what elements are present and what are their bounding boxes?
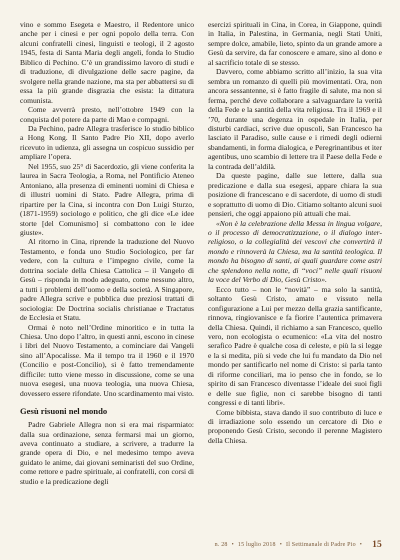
paragraph: Davvero, come abbiamo scritto all’inizio, la sua vita sembra un romanzo di quelli più movimentati. Ora, non ancora sessantenne, si è fatto fragile di salute, ma non si ferma, perché deve collaborare a salvaguardare la verità della Fede e la santità della vita religiosa. Tra il 1969 e il ’70, durante una degenza in ospedale in Italia, per disturbi cardiaci, scrive due opuscoli, San Francesco ha lasciato il Paradiso, sulle cause e i rimedi degli odierni sbandamenti, in forma dialogica, e Peregrinantibus et iter agentibus, uno scambio di lettere tra il Paese della Fede e la contrada dell’aldilà. bbox=[208, 67, 382, 171]
paragraph: esercizi spirituali in Cina, in Corea, in Giappone, quindi in Italia, in Palestina, in Germania, negli Stati Uniti, sempre dolce, amabile, lieto, spinto da un grande amore a Gesù da servire, da far conoscere e amare, sino al dono e al sacrificio totale di se stesso. bbox=[208, 20, 382, 67]
text-columns bbox=[20, 20, 382, 528]
paragraph: Padre Gabriele Allegra non si era mai risparmiato: dalla sua ordinazione, senza fermarsi mai un giorno, aveva continuato a studiare, a scrivere, a tradurre la grande opera di Dio, e nel medesimo tempo aveva guidato le anime, dai giovani seminaristi del suo Ordine, come rettore e padre spirituale, ai confratelli, con corsi di studio e la predicazione degli bbox=[20, 420, 194, 486]
paragraph: Nel 1955, suo 25° di Sacerdozio, gli viene conferita la laurea in Sacra Teologia, a Roma, nel Pontificio Ateneo Antoniano, alla presenza di eminenti uomini di Chiesa e di illustri uomini di Stato. Padre Allegra, prima di ripartire per la Cina, si incontra con Don Luigi Sturzo, (1871-1959) sociologo e politico, che gli dice «Le idee storte [del Comunismo] si combattono con le idee giuste». bbox=[20, 161, 194, 237]
issue-number: n. 28 bbox=[214, 542, 228, 548]
magazine-name: Il Settimanale di Padre Pio bbox=[286, 542, 356, 548]
page-number: 15 bbox=[372, 540, 382, 550]
paragraph: Al ritorno in Cina, riprende la traduzione del Nuovo Testamento, e fonda uno Studio Sociologico, per far vedere, con la cultura e l’impegno civile, come la dottrina sociale della Chiesa Cattolica – il Vangelo di Gesù – risponda in modo adeguato, come nessuno altro, a tutti i problemi dell’uomo e della società. A Singapore, padre Allegra scrive e pubblica due preziosi trattati di sociologia: De Doctrina socialis christianae e Tractatus de Ecclesia et Statu. bbox=[20, 237, 194, 323]
page-footer bbox=[20, 538, 382, 552]
footer-separator: • bbox=[359, 542, 363, 548]
paragraph: Ecco tutto – non le “novità” – ma solo la santità, soltanto Gesù Cristo, amato e vissuto nella configurazione a Lui per mezzo della grazia santificante, rinnova, ringiovanisce e fa fiorire l’autentica primavera della Chiesa. Quindi, il richiamo a san Francesco, quello vero, non ecologista o ecumenico: «La vita del nostro serafico Padre è qualche cosa di celeste, e più la si legge e la si medita, più si vede che lui fu mandato da Dio nel mondo per santificarlo nel nome di Cristo: si parla tanto di riforme conciliari, ma io penso che in fondo, se lo spirito di san Francesco diventasse l’ideale dei suoi figli e delle sue figlie, non ci sarebbe bisogno di tanti congressi e di tanti libri». bbox=[208, 284, 382, 408]
right-column bbox=[208, 20, 382, 528]
paragraph: Ormai è noto nell’Ordine minoritico e in tutta la Chiesa. Uno dopo l’altro, in questi anni, escono in cinese i libri del Nuovo Testamento, a cominciare dai Vangeli sino all’Apocalisse. Ma il tempo tra il 1960 e il 1970 (Concilio e post-Concilio), si è fatto tremendamente difficile: tutto viene messo in discussione, come se una nuova esegesi, una nuova teologia, una nuova Chiesa, dovessero essere rifondate. Uno scardinamento mai visto. bbox=[20, 322, 194, 398]
issue-date: 15 luglio 2018 bbox=[237, 542, 276, 548]
paragraph: Da Pechino, padre Allegra trasferisce lo studio biblico a Hong Kong. Il Santo Padre Pio XII, dopo averlo ricevuto in udienza, gli assegna un cospicuo sussidio per ampliare l’opera. bbox=[20, 123, 194, 162]
left-column bbox=[20, 20, 194, 528]
paragraph: Come bibbista, stava dando il suo contributo di luce e di irradiazione solo essendo un cercatore di Dio e proponendo Gesù Cristo, secondo il perenne Magistero della Chiesa. bbox=[208, 407, 382, 445]
paragraph: vino e sommo Esegeta e Maestro, il Redentore unico anche per i cinesi e per ogni popolo della terra. Con alcuni confratelli cinesi, linguisti e teologi, il 2 agosto 1945, festa di Santa Maria degli angeli, fonda lo Studio Biblico di Pechino. C’è un grandissimo lavoro di studi e di traduzione, di divulgazione delle sacre pagine, da svolgere nella grande nazione, ma sta per abbattersi su di essa la più grande disgrazia che esista: la dittatura comunista. bbox=[20, 20, 194, 105]
quote-paragraph: «Non è la celebrazione della Messa in lingua volgare, o il processo di democratizzazione, o il dialogo inter-religioso, o la collegialità dei vescovi che convertirà il mondo e rinnoverà la Chiesa, ma la santità teologica. Il mondo ha bisogno di santi, ai quali guardare come astri che splendono nella notte, di “voci” nelle quali risuoni la voce del Verbo di Dio, Gesù Cristo». bbox=[208, 218, 382, 285]
footer-separator: • bbox=[279, 542, 283, 548]
section-heading: Gesù risuoni nel mondo bbox=[20, 406, 108, 417]
paragraph: Come avverrà presto, nell’ottobre 1949 con la conquista del potere da parte di Mao e compagni. bbox=[20, 105, 194, 124]
footer-separator: • bbox=[231, 542, 234, 548]
paragraph: Da queste pagine, dalle sue lettere, dalla sua predicazione e dalla sua esegesi, appare chiara la sua posizione di francescano e di sacerdote, di uomo di studi e soprattutto di uomo di Dio. Citiamo soltanto alcuni suoi pensieri, che oggi appaiono più attuali che mai. bbox=[208, 171, 382, 219]
